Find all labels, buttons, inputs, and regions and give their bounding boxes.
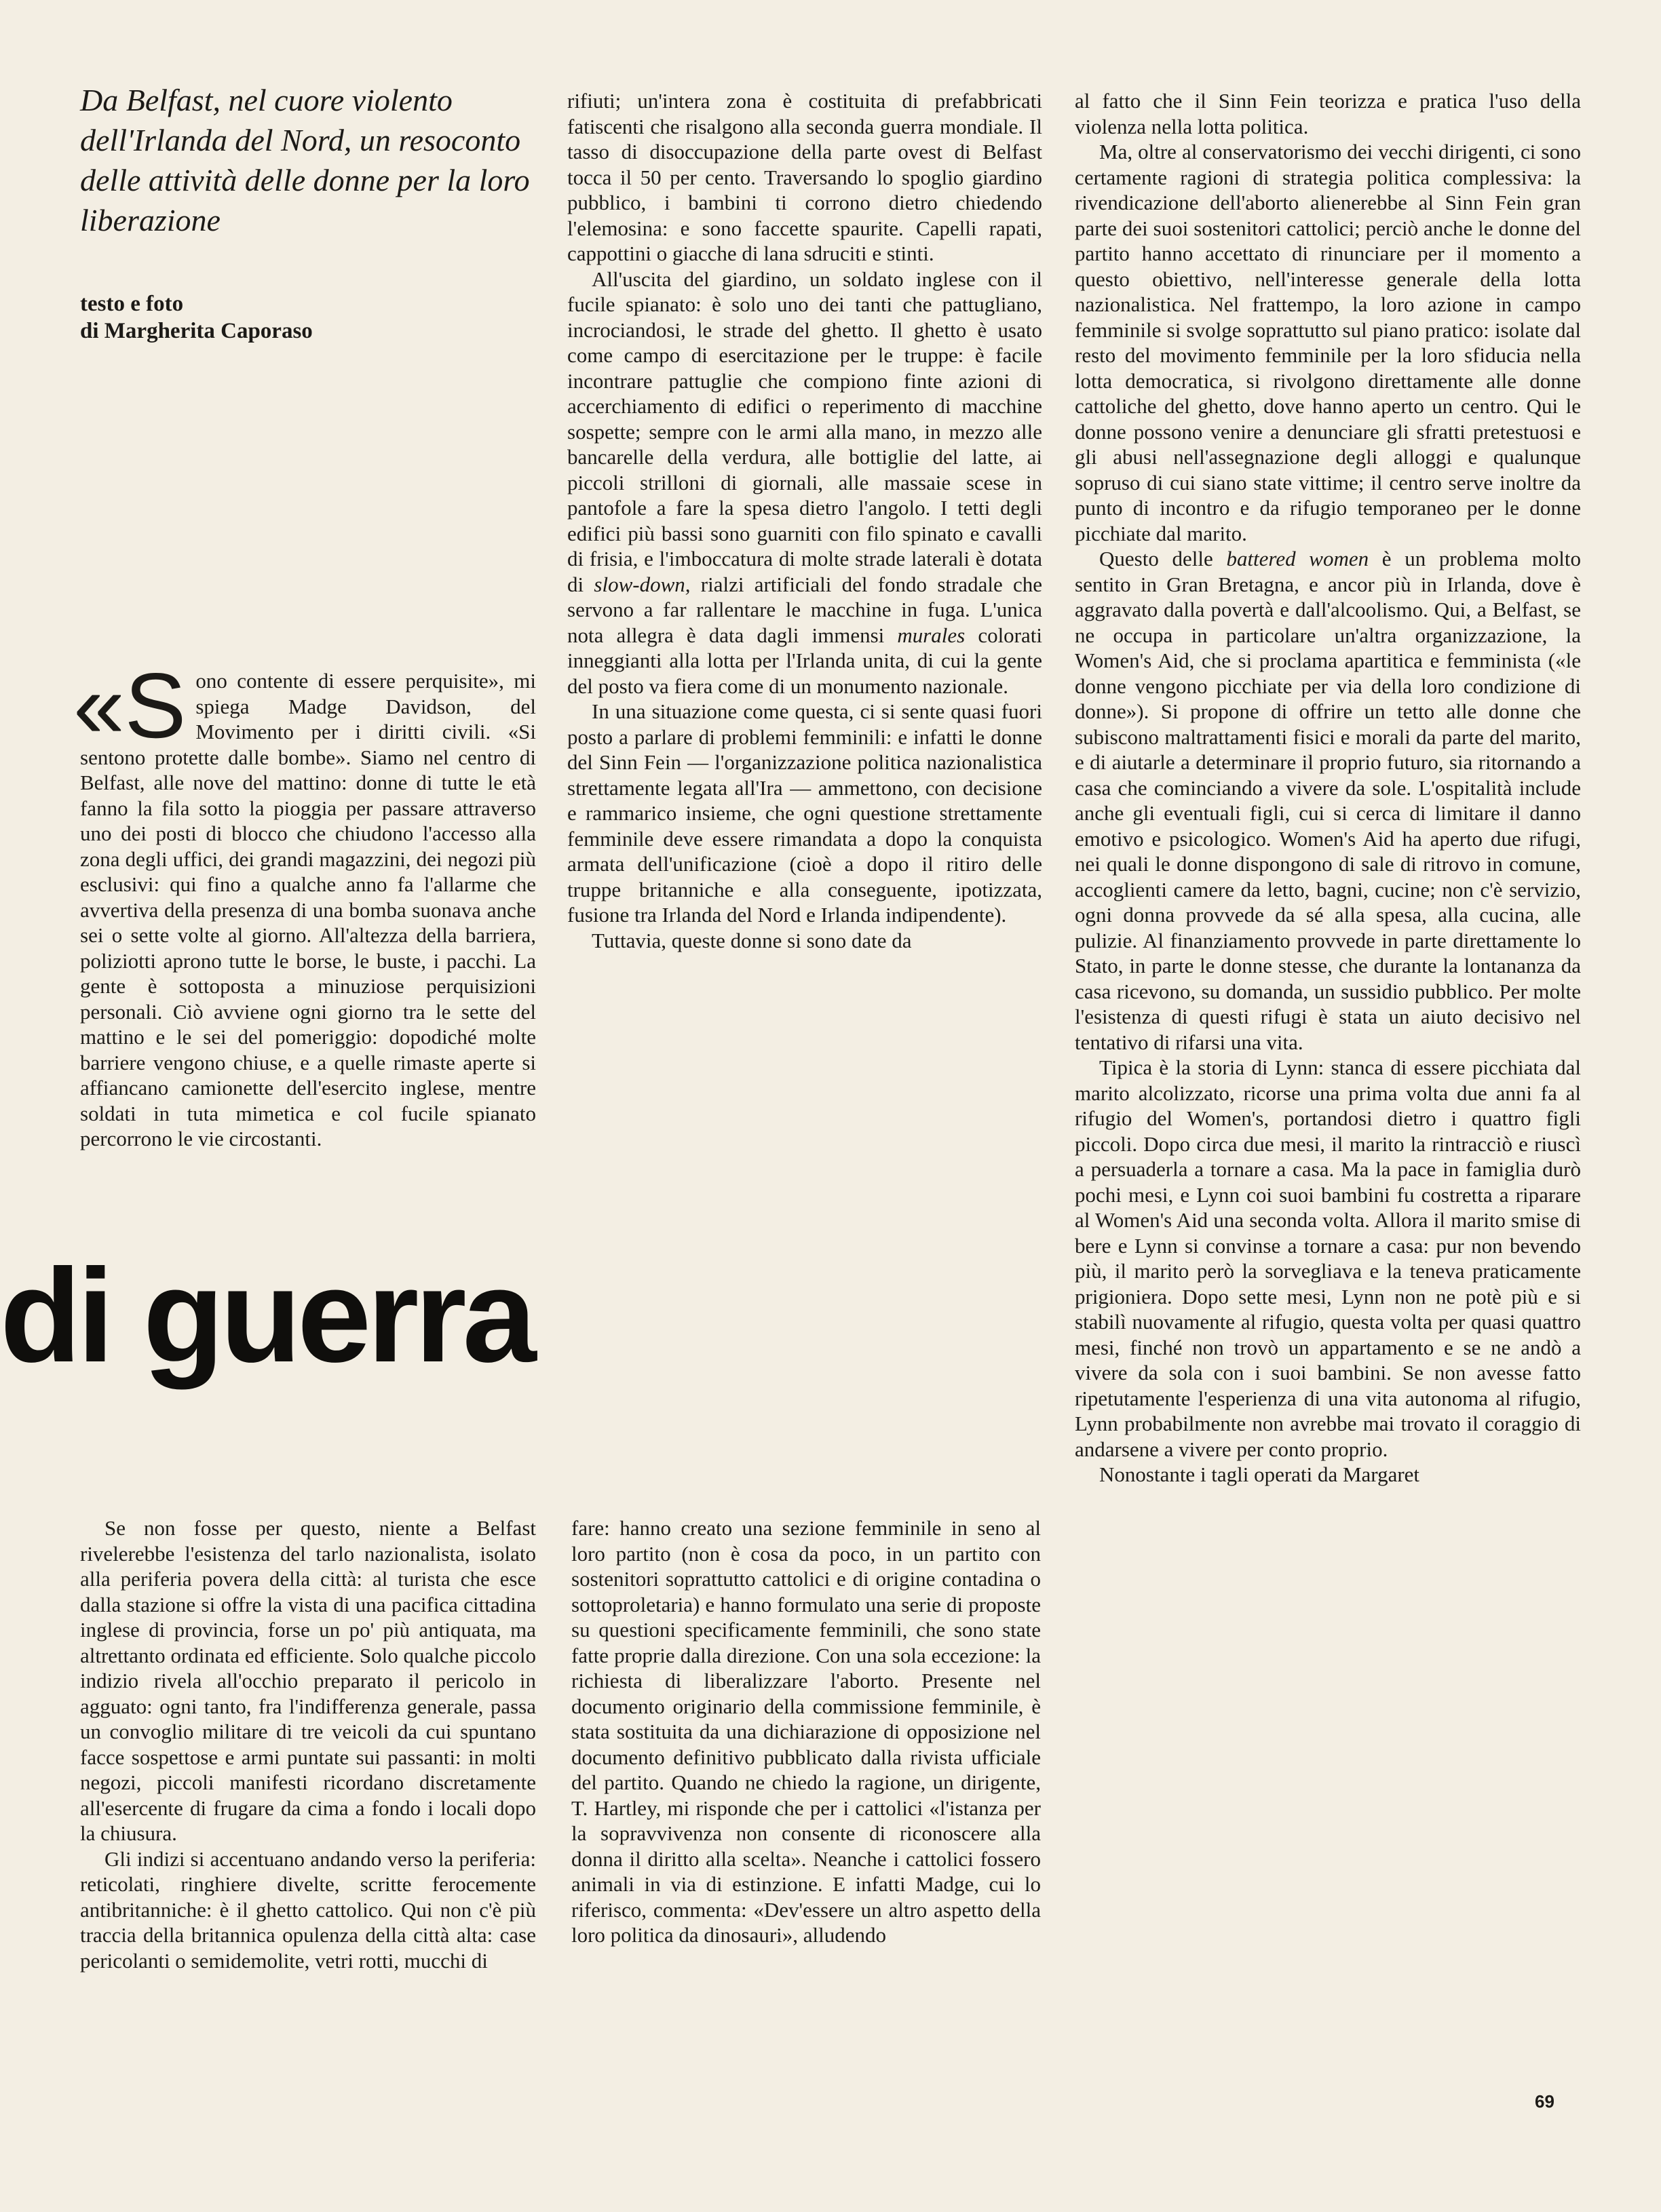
paragraph: Ma, oltre al conservatorismo dei vecchi dirigenti, ci sono certamente ragioni di strategia politica complessiva: la rivendicazione dell'aborto alienerebbe al Sinn Fein gran parte dei suoi sostenitori cattolici; perciò anche le donne del partito hanno accettato di rinunciare per il momento a questo obiettivo, nell'interesse generale della lotta nazionalistica. Nel frattempo, la loro azione in campo femminile si svolge soprattutto sul piano pratico: isolate dal resto del movimento femminile per la loro sfiducia nella lotta democratica, si rivolgono direttamente alle donne cattoliche del ghetto, dove hanno aperto un centro. Qui le donne possono venire a denunciare gli sfratti pretestuosi e gli abusi nell'assegnazione degli alloggi e qualunque sopruso di cui siano state vittime; il centro serve inoltre da punto di incontro e da rifugio temporaneo per le donne picchiate dal marito.	[1075, 140, 1581, 545]
paragraph: Nonostante i tagli operati da Margaret	[1099, 1462, 1420, 1486]
paragraph: Se non fosse per questo, niente a Belfast rivelerebbe l'esistenza del tarlo nazionalista, isolato alla periferia povera della città: al turista che esce dalla stazione si offre la vista di una pacifica cittadina inglese di provincia, forse un po' più antiquata, ma altrettanto ordinata ed efficiente. Solo qualche piccolo indizio rivela all'occhio preparato il pericolo in agguato: ogni tanto, fra l'indifferenza generale, passa un convoglio militare di tre veicoli da cui spuntano facce sospettose e armi puntate sui passanti: in molti negozi, piccoli manifesti ricordano discretamente all'esercente di frugare da cima a fondo i locali dopo la chiusura.	[80, 1516, 536, 1845]
paragraph: fare: hanno creato una sezione femminile in seno al loro partito (non è cosa da poco, in un partito con sostenitori soprattutto cattolici e di origine contadina o sottoproletaria) e hanno formulato una serie di proposte su questioni specificamente femminili, che sono state fatte proprie dalla direzione. Con una sola eccezione: la richiesta di liberalizzare l'aborto. Presente nel documento originario della commissione femminile, è stata sostituita da una dichiarazione di opposizione nel documento definitivo pubblicato dalla rivista ufficiale del partito. Quando ne chiedo la ragione, un dirigente, T. Hartley, mi risponde che per i cattolici «l'istanza per la sopravvivenza non consente di riconoscere alla donna il diritto alla scelta». Neanche i cattolici fossero animali in via di estinzione. E infatti Madge, cui lo riferisco, commenta: «Dev'essere un altro aspetto della loro politica da dinosauri», alludendo	[571, 1516, 1041, 1947]
paragraph: Tuttavia, queste donne si sono date da	[592, 928, 912, 952]
paragraph: Tipica è la storia di Lynn: stanca di essere picchiata dal marito alcolizzato, ricorse una prima volta due anni fa al rifugio del Women's, portandosi dietro i quattro figli piccoli. Dopo circa due mesi, il marito la rintracciò e riuscì a persuaderla a tornare a casa. Ma la pace in famiglia durò pochi mesi, e Lynn coi suoi bambini fu costretta a riparare al Women's Aid una seconda volta. Allora il marito smise di bere e Lynn si convinse a tornare a casa: pur non bevendo più, il marito però la sorvegliava e la teneva praticamente prigioniera. Dopo sette mesi, Lynn non ne potè più e si stabilì nuovamente al rifugio, questa volta per quasi quattro mesi, finché non trovò un appartamento e se ne andò a vivere da sola con i suoi bambini. Se non avesse fatto ripetutamente l'esperienza di una vita autonoma al rifugio, Lynn probabilmente non avrebbe mai trovato il coraggio di andarsene a vivere per conto proprio.	[1075, 1055, 1581, 1461]
paragraph: al fatto che il Sinn Fein teorizza e pratica l'uso della violenza nella lotta politica.	[1075, 89, 1581, 138]
paragraph-text: All'uscita del giardino, un soldato inglese con il fucile spianato: è solo uno dei tanti che pattugliano, incrociandosi, le strade del ghetto. Il ghetto è usato come campo di esercitazione per le truppe: è facile incontrare pattuglie che compiono finte azioni di accerchiamento di edifici o reperimento di macchine sospette; sempre con le armi alla mano, in mezzo alle bancarelle della verdura, alle bottiglie del latte, ai piccoli strilloni di giornali, alle massaie scese in pantofole a fare la spesa dietro l'angolo. I tetti degli edifici più bassi sono guarniti con filo spinato e cavalli di frisia, e l'imboccatura di molte strade laterali è dotata di	[567, 267, 1042, 596]
paragraph-text: è un problema molto sentito in Gran Bretagna, e ancor più in Irlanda, dove è aggravato dalla povertà e dall'alcoolismo. Qui, a Belfast, se ne occupa in particolare un'altra organizzazione, la Women's Aid, che si proclama apartitica e femminista («le donne vengono picchiate per via della loro condizione di donne»). Si propone di offrire un tetto alle donne che subiscono maltrattamenti fisici e morali da parte del marito, e di aiutarle a determinare il proprio futuro, sia ritornando a casa che cominciando a vivere da sole. L'ospitalità include anche gli eventuali figli, cui si cerca di limitare il danno emotivo e psicologico. Women's Aid ha aperto due rifugi, nei quali le donne dispongono di sale di ritrovo in comune, accoglienti camere da letto, bagni, cucine; non c'è servizio, ogni donna provvede da sé alla spesa, alla cucina, alle pulizie. Al finanziamento provvede in parte direttamente lo Stato, in parte le donne stesse, che durante la lontananza da casa ricevono, su domanda, un sussidio pubblico. Per molte l'esistenza di questi rifugi è stata un aiuto decisivo nel tentativo di rifarsi una vita.	[1075, 547, 1581, 1054]
paragraph-text: colorati inneggianti alla lotta per l'Irlanda unita, di cui la gente del posto va fiera come di un monumento nazionale.	[567, 623, 1042, 698]
paragraph-text: rialzi artificiali del fondo stradale che servono a far rallentare le macchine in fuga. L'unica nota allegra è data dagli immensi	[567, 572, 1042, 647]
byline	[80, 290, 487, 345]
byline-credit: testo e foto	[80, 292, 184, 316]
column-2-upper	[567, 88, 1042, 953]
byline-author: di Margherita Caporaso	[80, 319, 313, 343]
column-1-lower	[80, 1515, 536, 1973]
paragraph	[73, 654, 536, 1152]
page-number: 69	[1535, 2091, 1554, 2112]
drop-cap: «S	[73, 654, 187, 757]
headline: di guerra	[0, 1241, 533, 1390]
paragraph	[1075, 546, 1581, 1055]
paragraph: In una situazione come questa, ci si sente quasi fuori posto a parlare di problemi femminili: e infatti le donne del Sinn Fein — l'organizzazione politica nazionalistica strettamente legata all'Ira — ammettono, con decisione e rammarico insieme, che ogni questione strettamente femminile deve essere rimandata a dopo la conquista armata dell'unificazione (cioè a dopo il ritiro delle truppe britanniche e alla conseguente, ipotizzata, fusione tra Irlanda del Nord e Irlanda indipendente).	[567, 699, 1042, 927]
italic-term: slow-down,	[594, 572, 691, 596]
paragraph-text: Questo delle	[1099, 547, 1227, 570]
italic-term: murales	[897, 623, 966, 647]
intro-deck: Da Belfast, nel cuore violento dell'Irlanda del Nord, un resoconto delle attività delle donne per la loro liberazione	[80, 83, 530, 237]
paragraph: Gli indizi si accentuano andando verso la periferia: reticolati, ringhiere divelte, scritte ferocemente antibritanniche: è il ghetto cattolico. Qui non c'è più traccia della britannica opulenza della città alta: case pericolanti o semidemolite, vetri rotti, mucchi di	[80, 1846, 536, 1973]
paragraph-text: ono contente di essere perquisite», mi spiega Madge Davidson, del Movimento per i diritti civili. «Si sentono protette dalle bombe». Siamo nel centro di Belfast, alle nove del mattino: donne di tutte le età fanno la fila sotto la pioggia per passare attraverso uno dei posti di blocco che chiudono l'accesso alla zona degli uffici, dei grandi magazzini, dei negozi più esclusivi: qui fino a qualche anno fa l'allarme che avvertiva della presenza di una bomba suonava anche sei o sette volte al giorno. All'altezza della barriera, poliziotti aprono tutte le borse, le buste, i pacchi. La gente è sottoposta a minuziose perquisizioni personali. Ciò avviene ogni giorno tra le sette del mattino e le sei del pomeriggio: dopodiché molte barriere vengono chiuse, e a quelle rimaste aperte si affiancano camionette dell'esercito inglese, mentre soldati in tuta mimetica e col fucile spianato percorrono le vie circostanti.	[80, 669, 536, 1150]
paragraph	[567, 267, 1042, 699]
column-3	[1075, 88, 1581, 1488]
column-1-upper	[73, 654, 536, 1152]
column-2-lower	[571, 1515, 1041, 1948]
italic-term: battered women	[1226, 547, 1369, 570]
paragraph: rifiuti; un'intera zona è costituita di prefabbricati fatiscenti che risalgono alla seconda guerra mondiale. Il tasso di disoccupazione della parte ovest di Belfast tocca il 50 per cento. Traversando lo spoglio giardino pubblico, i bambini ti corrono dietro chiedendo l'elemosina: e sono faccette spaurite. Capelli rapati, cappottini o giacche di lana sdruciti e stinti.	[567, 89, 1042, 265]
